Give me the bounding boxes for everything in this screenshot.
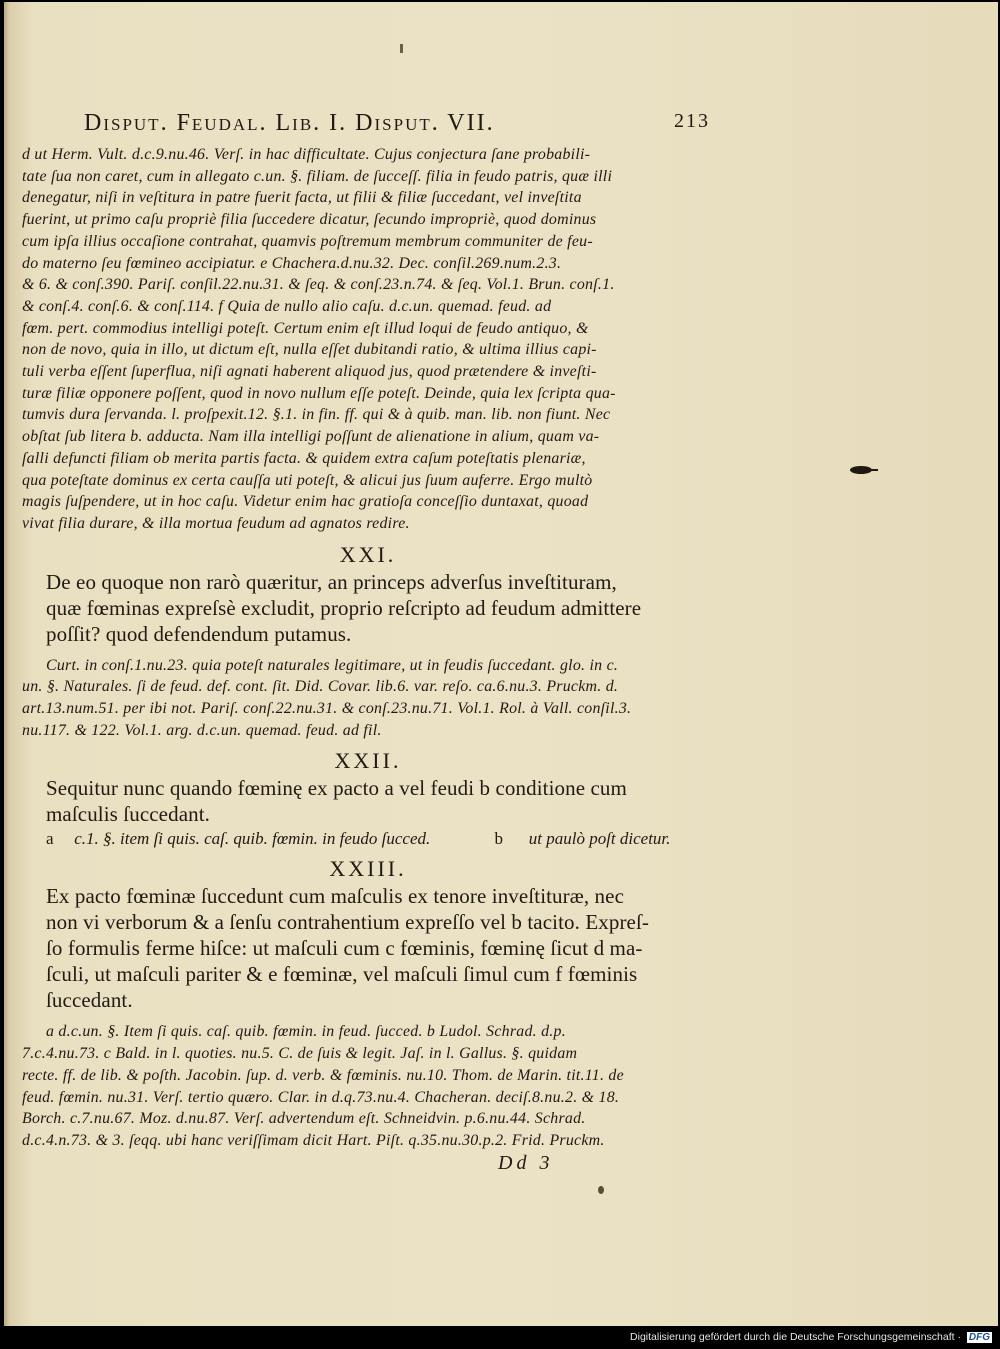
- page-number: 213: [674, 110, 710, 132]
- note-line: cum ipſa illius occaſione contrahat, quamvis poſtremum membrum communiter de feu-: [22, 232, 593, 250]
- body-line: maſculis ſuccedant.: [46, 802, 211, 827]
- note-line: qua poteſtate dominus ex certa cauſſa uti poteſt, & alicui jus ſuum auferre. Ergo multò: [22, 471, 593, 489]
- section-22-body: [22, 775, 714, 827]
- body-line: Ex pacto fœminæ ſuccedunt cum maſculis ex tenore inveſtituræ, nec: [46, 884, 625, 909]
- section-23-body: [22, 883, 714, 1013]
- scanned-page: [4, 2, 998, 1326]
- body-line: ſculi, ut maſculi pariter & e fœminæ, vel maſculi ſimul cum f fœminis: [46, 962, 638, 987]
- note-line: magis ſuſpendere, ut in hoc caſu. Videtur enim hac gratioſa conceſſio duntaxat, quoad: [22, 493, 589, 511]
- page-edge-shadow: [4, 2, 10, 1326]
- note-line: recte. ff. de lib. & poſth. Jacobin. ſup. d. verb. & fœminis. nu.10. Thom. de Marin. tit.11. de: [22, 1066, 624, 1084]
- note-line: nu.117. & 122. Vol.1. arg. d.c.un. quemad. feud. ad fil.: [22, 721, 382, 739]
- note-b-text: ut paulò poſt dicetur.: [528, 829, 671, 849]
- section-21-note: [22, 655, 714, 742]
- note-line: tumvis dura ſervanda. l. proſpexit.12. §.1. in fin. ff. qui & à quib. man. lib. non fiunt. Nec: [22, 406, 611, 424]
- footnote-block-1: [22, 144, 714, 535]
- dfg-logo: DFG: [968, 1332, 990, 1343]
- body-line: poſſit? quod defendendum putamus.: [46, 621, 352, 646]
- body-line: Sequitur nunc quando fœminę ex pacto a vel feudi b conditione cum: [46, 776, 627, 801]
- section-23-note: [22, 1021, 714, 1151]
- section-heading-23: XXIII.: [329, 856, 407, 882]
- note-line: fuerint, ut primo caſu propriè filia ſuccedere dicatur, ſecundo impropriè, quod dominus: [22, 211, 597, 229]
- note-line: fœm. pert. commodius intelligi poteſt. Certum enim eſt illud loqui de feudo antiquo, &: [22, 319, 589, 337]
- body-line: ſo formulis ferme hiſce: ut maſculi cum c fœminis, fœminę ſicut d ma-: [46, 936, 643, 961]
- note-line: non de novo, quia in illo, ut dictum eſt, nulla eſſet dubitandi ratio, & ultima illius capi-: [22, 341, 597, 359]
- ink-blot: [850, 466, 872, 474]
- note-line: & 6. & conſ.390. Pariſ. conſil.22.nu.31. & ſeq. & conſ.23.n.74. & ſeq. Vol.1. Brun. conſ.1.: [22, 276, 615, 294]
- note-line: tuli verba eſſent ſuperflua, niſi agnati haberent aliquod jus, quod prætendere & inveſti-: [22, 363, 597, 381]
- section-heading-22: XXII.: [334, 748, 402, 774]
- note-line: art.13.num.51. per ibi not. Pariſ. conſ.22.nu.31. & conſ.23.nu.71. Vol.1. Rol. à Vall. conſil.3.: [22, 700, 632, 718]
- body-line: non vi verborum & a ſenſu contrahentium expreſſo vel b tacito. Expreſ-: [46, 910, 649, 935]
- note-line: denegatur, niſi in veſtitura in patre fuerit facta, ut filii & filiæ ſuccedant, vel inveſtita: [22, 189, 582, 207]
- note-line: 7.c.4.nu.73. c Bald. in l. quoties. nu.5. C. de ſuis & legit. Jaſ. in l. Gallus. §. quidam: [22, 1045, 578, 1063]
- note-line: obſtat ſub litera b. adducta. Nam illa intelligi poſſunt de alienatione in alium, quam va-: [22, 428, 600, 446]
- section-22-note: [22, 827, 714, 851]
- note-line: & conſ.4. conſ.6. & conſ.114. f Quia de nullo alio caſu. d.c.un. quemad. feud. ad: [22, 297, 552, 315]
- text-block: [22, 104, 714, 1152]
- note-line: d ut Herm. Vult. d.c.9.nu.46. Verſ. in hac difficultate. Cujus conjectura ſane probabili-: [22, 146, 591, 163]
- note-line: Borch. c.7.nu.67. Moz. d.nu.87. Verſ. advertendum eſt. Schneidvin. p.6.nu.44. Schrad.: [22, 1110, 586, 1128]
- paper-spot: [598, 1186, 604, 1194]
- body-line: ſuccedant.: [46, 988, 133, 1013]
- note-line: d.c.4.n.73. & 3. ſeqq. ubi hanc veriſſimam dicit Hart. Piſt. q.35.nu.30.p.2. Frid. Pruckm.: [22, 1131, 605, 1149]
- section-heading-21: XXI.: [339, 541, 397, 567]
- running-head: [22, 104, 714, 144]
- running-head-title: Disput. Feudal. Lib. I. Disput. VII.: [84, 110, 495, 136]
- signature-mark: Dd 3: [498, 1152, 554, 1174]
- section-21-body: [22, 569, 714, 647]
- ink-speck: [400, 44, 403, 53]
- note-a-text: c.1. §. item ſi quis. caſ. quib. fœmin. in feudo ſucced.: [74, 829, 431, 849]
- note-marker-b: b: [494, 829, 503, 849]
- note-line: ſalli defuncti filiam ob merita partis facta. & quidem extra caſum poteſtatis plenariæ,: [22, 449, 586, 467]
- note-line: feud. fœmin. nu.31. Verſ. tertio quæro. Clar. in d.q.73.nu.4. Chacheran. deciſ.8.nu.2. & 18.: [22, 1088, 620, 1106]
- note-line: tate ſua non caret, cum in allegato c.un. §. filiam. de ſucceſſ. filia in feudo patris, quæ illi: [22, 167, 613, 185]
- body-line: De eo quoque non rarò quæritur, an princeps adverſus inveſtituram,: [46, 569, 617, 594]
- credit-text: Digitalisierung gefördert durch die Deutsche Forschungsgemeinschaft ·: [630, 1331, 961, 1343]
- note-line: turæ filiæ opponere poſſent, quod in novo nullum eſſe poteſt. Deinde, quia lex ſcripta qua-: [22, 384, 616, 402]
- body-line: quæ fœminas expreſsè excludit, proprio reſcripto ad feudum admittere: [46, 595, 642, 620]
- note-marker-a: a: [46, 829, 54, 849]
- note-line: Curt. in conſ.1.nu.23. quia poteſt naturales legitimare, ut in feudis ſuccedant. glo. in c.: [46, 656, 619, 674]
- note-line: un. §. Naturales. ſi de feud. def. cont. ſit. Did. Covar. lib.6. var. reſo. ca.6.nu.3. Pruckm. d.: [22, 678, 619, 696]
- digitization-credit: [630, 1331, 992, 1345]
- note-line: a d.c.un. §. Item ſi quis. caſ. quib. fœmin. in feud. ſucced. b Ludol. Schrad. d.p.: [46, 1023, 566, 1041]
- note-line: vivat filia durare, & illa mortua feudum ad agnatos redire.: [22, 514, 410, 532]
- note-line: do materno ſeu fœmineo accipiatur. e Chachera.d.nu.32. Dec. conſil.269.num.2.3.: [22, 254, 562, 272]
